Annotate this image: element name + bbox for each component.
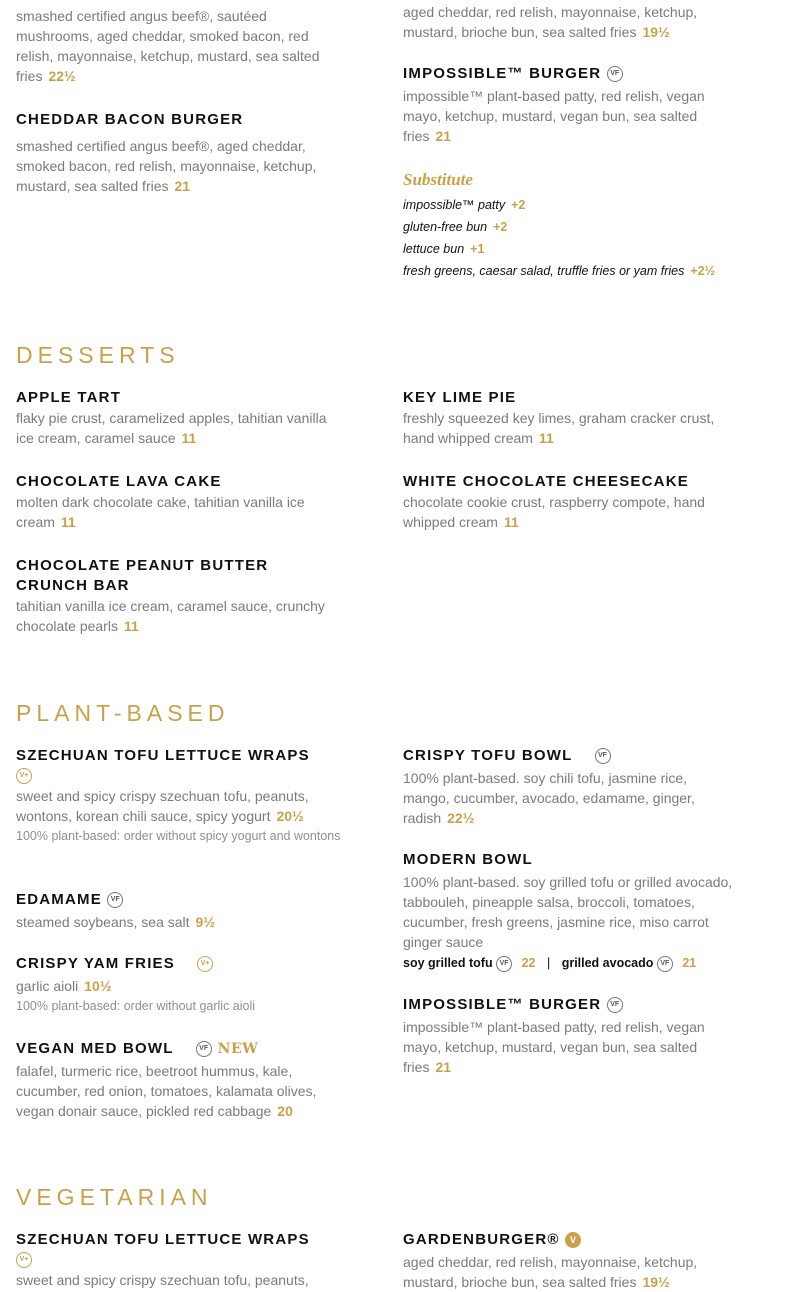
item-description: sweet and spicy crispy szechuan tofu, peanuts, wontons, korean chili sauce, spicy yogurt 20½ [16, 788, 309, 824]
option-label: soy grilled tofu [403, 956, 493, 970]
item-description: tahitian vanilla ice cream, caramel sauce, crunchy chocolate pearls 11 [16, 598, 325, 634]
item-description: molten dark chocolate cake, tahitian vanilla ice cream 11 [16, 494, 305, 530]
substitute-item: lettuce bun +1 [403, 242, 485, 256]
option-price: 21 [682, 956, 697, 970]
option-separator: | [546, 956, 551, 970]
menu-item-vegan-med-bowl [16, 1039, 346, 1121]
menu-item-white-chocolate-cheesecake [403, 472, 733, 532]
substitute-item: impossible™ patty +2 [403, 198, 526, 212]
burger-continued-right [403, 2, 733, 42]
section-title-desserts: DESSERTS [16, 342, 180, 368]
menu-item-gardenburger [403, 1230, 733, 1292]
menu-item-key-lime-pie [403, 388, 733, 448]
item-name: CHOCOLATE LAVA CAKE [16, 473, 222, 490]
substitute-item: fresh greens, caesar salad, truffle fries or yam fries +2½ [403, 264, 716, 278]
menu-item-crispy-yam-fries [16, 954, 346, 1016]
item-description: impossible™ plant-based patty, red relish, vegan mayo, ketchup, mustard, vegan bun, sea salted fries 21 [403, 1019, 705, 1075]
item-price: 20 [277, 1103, 293, 1119]
vegan-option-icon: V+ [16, 1252, 32, 1268]
item-description: flaky pie crust, caramelized apples, tahitian vanilla ice cream, caramel sauce 11 [16, 410, 327, 446]
item-name: KEY LIME PIE [403, 389, 517, 406]
menu-item-chocolate-lava-cake [16, 472, 346, 532]
menu-item-crispy-tofu-bowl [403, 746, 733, 828]
item-description: sweet and spicy crispy szechuan tofu, peanuts, [16, 1272, 309, 1288]
item-name: WHITE CHOCOLATE CHEESECAKE [403, 473, 689, 490]
item-price: 20½ [276, 808, 304, 824]
item-price: 21 [435, 128, 452, 144]
substitute-title: Substitute [403, 170, 473, 189]
item-price: 9½ [195, 914, 216, 930]
item-description: smashed certified angus beef®, sautéed mushrooms, aged cheddar, smoked bacon, red relish, mayonnaise, ketchup, mustard, sea salted fries 22½ [16, 8, 320, 84]
item-name: EDAMAME VF [16, 890, 346, 910]
item-price: 11 [538, 430, 554, 446]
item-description: aged cheddar, red relish, mayonnaise, ketchup, mustard, brioche bun, sea salted fries 19½ [403, 1254, 698, 1290]
menu-item-impossible-burger [403, 995, 733, 1077]
modern-bowl-options [403, 952, 733, 974]
substitute-block [403, 170, 733, 282]
vegan-friendly-icon: VF [607, 997, 623, 1013]
burger-continued-left [16, 6, 346, 86]
vegan-friendly-icon: VF [657, 956, 673, 972]
menu-item-apple-tart [16, 388, 346, 448]
item-name: SZECHUAN TOFU LETTUCE WRAPS [16, 747, 310, 764]
substitute-price: +2 [511, 198, 526, 212]
item-description: freshly squeezed key limes, graham cracker crust, hand whipped cream 11 [403, 410, 715, 446]
item-name: APPLE TART [16, 389, 122, 406]
item-description: impossible™ plant-based patty, red relish, vegan mayo, ketchup, mustard, vegan bun, sea salted fries 21 [403, 88, 705, 144]
new-badge: NEW [217, 1041, 259, 1057]
item-name-line-2: CRUNCH BAR [16, 577, 130, 594]
item-description: steamed soybeans, sea salt 9½ [16, 914, 216, 930]
item-name: IMPOSSIBLE™ BURGER VF [403, 995, 733, 1015]
menu-item-peanut-butter-crunch-bar [16, 556, 346, 636]
vegan-friendly-icon: VF [607, 66, 623, 82]
item-description: falafel, turmeric rice, beetroot hummus, kale, cucumber, red onion, tomatoes, kalamata olives, vegan donair sauce, pickled red cabbage 20 [16, 1063, 317, 1119]
item-name: SZECHUAN TOFU LETTUCE WRAPS [16, 1231, 310, 1248]
item-price: 22½ [447, 810, 475, 826]
item-price: 11 [503, 514, 519, 530]
item-price: 11 [123, 618, 139, 634]
item-name: CRISPY YAM FRIES V+ [16, 954, 346, 974]
item-name: CRISPY TOFU BOWL VF [403, 746, 733, 766]
item-name: IMPOSSIBLE™ BURGER VF [403, 64, 733, 84]
vegan-option-icon: V+ [197, 956, 213, 972]
item-price: 10½ [84, 978, 112, 994]
substitute-price: +2½ [690, 264, 716, 278]
menu-item-edamame [16, 890, 346, 932]
item-description: 100% plant-based. soy grilled tofu or grilled avocado, tabbouleh, pineapple salsa, broccoli, tomatoes, cucumber, fresh greens, jasmine rice, miso carrot ginger sauce [403, 874, 733, 950]
menu-item-modern-bowl [403, 850, 733, 974]
item-description: garlic aioli 10½ [16, 978, 112, 994]
item-description: chocolate cookie crust, raspberry compote, hand whipped cream 11 [403, 494, 705, 530]
item-name: MODERN BOWL [403, 851, 533, 868]
item-note: 100% plant-based: order without garlic aioli [16, 999, 256, 1013]
item-price: 11 [181, 430, 197, 446]
vegan-friendly-icon: VF [595, 748, 611, 764]
item-price: 19½ [642, 1274, 670, 1290]
menu-item-impossible-burger-top [403, 64, 733, 146]
item-name: GARDENBURGER® V [403, 1230, 733, 1250]
vegan-friendly-icon: VF [496, 956, 512, 972]
section-title-vegetarian: VEGETARIAN [16, 1184, 213, 1210]
item-name: CHOCOLATE PEANUT BUTTER [16, 557, 269, 574]
menu-item-szechuan-tofu-wraps [16, 746, 346, 846]
item-price: 22½ [48, 68, 76, 84]
vegan-friendly-icon: VF [196, 1041, 212, 1057]
item-price: 11 [60, 514, 76, 530]
menu-item-cheddar-bacon-burger [16, 110, 346, 196]
substitute-price: +2 [493, 220, 508, 234]
substitute-item: gluten-free bun +2 [403, 220, 508, 234]
item-price: 21 [435, 1059, 452, 1075]
item-note: 100% plant-based: order without spicy yogurt and wontons [16, 829, 341, 843]
section-title-plant-based: PLANT-BASED [16, 700, 230, 726]
item-name: VEGAN MED BOWL VF NEW [16, 1040, 259, 1057]
menu-item-szechuan-tofu-wraps-vegetarian [16, 1230, 346, 1290]
item-description: 100% plant-based. soy chili tofu, jasmine rice, mango, cucumber, avocado, edamame, ginger, radish 22½ [403, 770, 695, 826]
vegan-friendly-icon: VF [107, 892, 123, 908]
item-price: 19½ [642, 24, 670, 40]
item-description: smashed certified angus beef®, aged cheddar, smoked bacon, red relish, mayonnaise, ketchup, mustard, sea salted fries 21 [16, 138, 317, 194]
item-price: 21 [174, 178, 191, 194]
vegetarian-icon: V [565, 1232, 581, 1248]
item-name: CHEDDAR BACON BURGER [16, 111, 244, 128]
option-label: grilled avocado [561, 956, 654, 970]
substitute-price: +1 [470, 242, 485, 256]
option-price: 22 [521, 956, 536, 970]
item-description: aged cheddar, red relish, mayonnaise, ketchup, mustard, brioche bun, sea salted fries 19½ [403, 4, 698, 40]
vegan-option-icon: V+ [16, 768, 32, 784]
